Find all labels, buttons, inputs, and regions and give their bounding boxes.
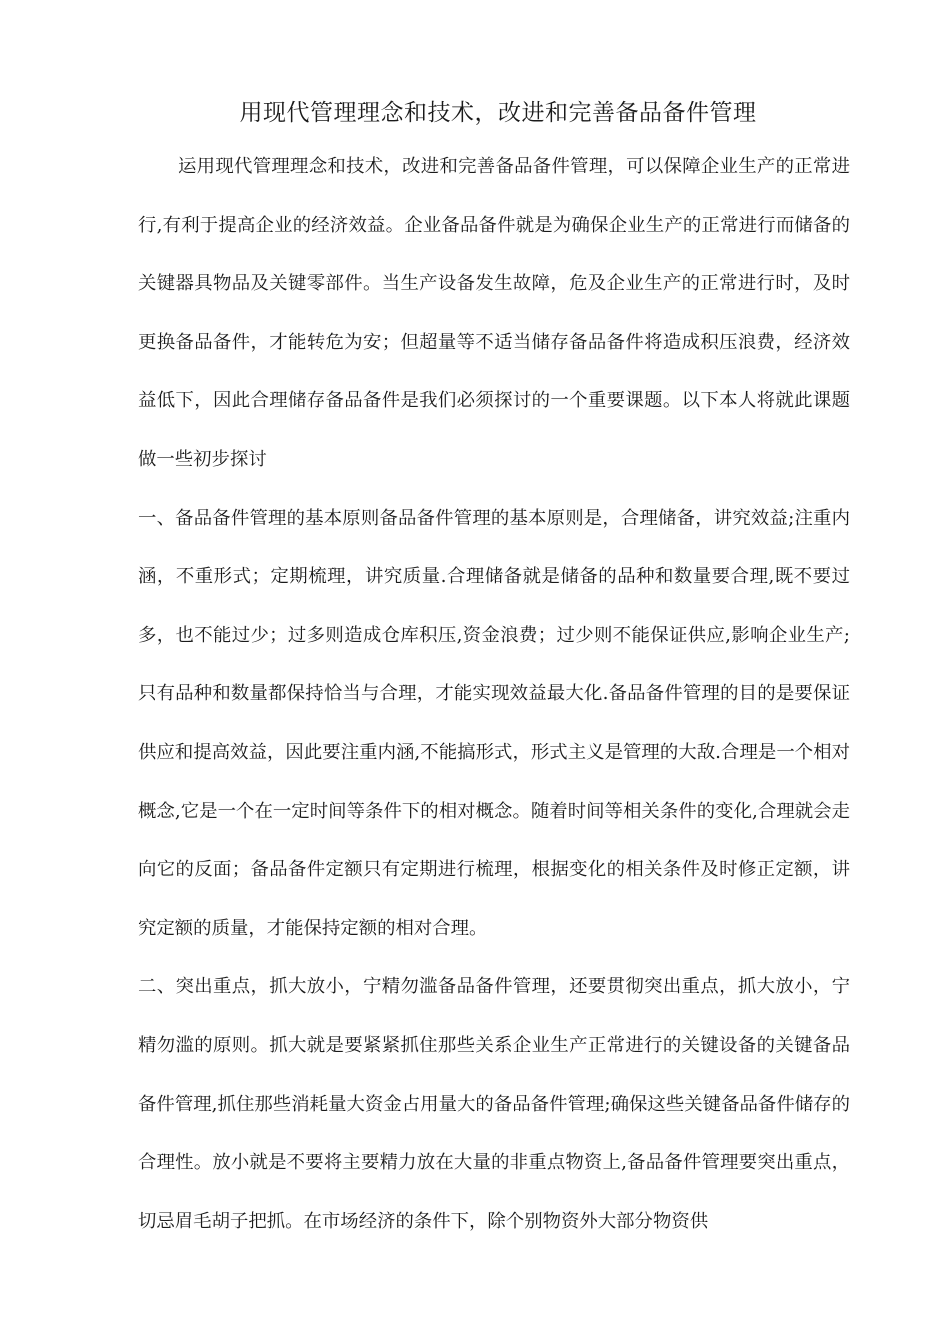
paragraph-intro: 运用现代管理理念和技术，改进和完善备品备件管理，可以保障企业生产的正常进行,有利于提高企业的经济效益。企业备品备件就是为确保企业生产的正常进行而储备的关键器具物品及关键零部件。当生产设备发生故障，危及企业生产的正常进行时，及时更换备品备件，才能转危为安；但超量等不适当储存备品备件将造成积压浪费，经济效益低下，因此合理储存备品备件是我们必须探讨的一个重要课题。以下本人将就此课题做一些初步探讨: [138, 156, 850, 470]
paragraph-section-1: 一、备品备件管理的基本原则备品备件管理的基本原则是，合理储备，讲究效益;注重内涵，不重形式；定期梳理，讲究质量.合理储备就是储备的品种和数量要合理,既不要过多，也不能过少；过多则造成仓库积压,资金浪费；过少则不能保证供应,影响企业生产;只有品种和数量都保持恰当与合理，才能实现效益最大化.备品备件管理的目的是要保证供应和提高效益，因此要注重内涵,不能搞形式，形式主义是管理的大敌.合理是一个相对概念,它是一个在一定时间等条件下的相对概念。随着时间等相关条件的变化,合理就会走向它的反面；备品备件定额只有定期进行梳理，根据变化的相关条件及时修正定额，讲究定额的质量，才能保持定额的相对合理。: [138, 507, 850, 939]
document-page: [138, 88, 850, 1251]
paragraph-section-2: 二、突出重点，抓大放小，宁精勿滥备品备件管理，还要贯彻突出重点，抓大放小，宁精勿滥的原则。抓大就是要紧紧抓住那些关系企业生产正常进行的关键设备的关键备品备件管理,抓住那些消耗量大资金占用量大的备品备件管理;确保这些关键备品备件储存的合理性。放小就是不要将主要精力放在大量的非重点物资上,备品备件管理要突出重点，切忌眉毛胡子把抓。在市场经济的条件下，除个别物资外大部分物资供: [138, 976, 850, 1232]
document-title: 用现代管理理念和技术，改进和完善备品备件管理: [239, 100, 757, 126]
